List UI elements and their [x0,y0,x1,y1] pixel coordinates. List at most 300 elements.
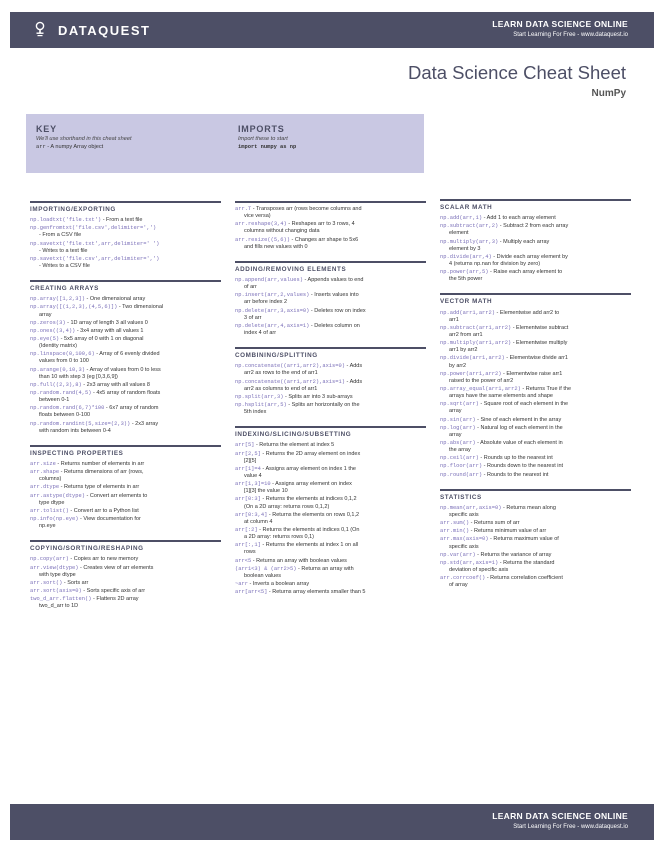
key-imports-box [26,114,424,173]
entry-text: - One dimensional array [85,296,146,303]
entry-text: - Splits arr horizontally on the [286,402,360,409]
page-title: Data Science Cheat Sheet [407,62,626,83]
section [235,261,426,337]
cheat-entry [30,484,221,491]
entry-continuation: between 0-1 [39,397,70,404]
entry-continuation: by arr2 [449,362,467,369]
entry-text: - Divide each array element by [491,253,568,260]
entry-continuation: values from 0 to 100 [39,358,89,365]
key-note: We'll use shorthand in this cheat sheet [36,136,132,142]
entry-text: - Elementwise subtract [511,324,569,331]
entry-text: - Returns array elements smaller than 5 [267,589,366,596]
entry-continuation: vice versa) [244,213,271,220]
entry-text: - Sorts arr [62,579,89,586]
section-heading: ADDING/REMOVING ELEMENTS [235,265,347,273]
cheat-entry [30,469,221,483]
cheat-entry [235,379,426,393]
imports-heading: IMPORTS [238,124,285,134]
cheat-entry [440,520,631,527]
entry-code: arr[5] [235,442,255,449]
entry-code: arr.size [30,461,56,468]
section [30,280,221,435]
entry-text: - Rounds down to the nearest int [482,463,564,470]
cheat-entry [440,223,631,237]
entry-text: - Creates view of arr elements [78,564,154,571]
entry-text: - Assigns array element on index 1 the [260,465,356,472]
entry-text: - Inserts values into [309,292,359,299]
entry-continuation: arr2 as columns to end of arr1 [244,385,318,392]
cheat-entry [440,355,631,369]
cheat-entry [440,552,631,559]
entry-continuation: boolean values [244,572,282,579]
entry-text: - Returns minimum value of arr [469,528,547,535]
entry-code: np.divide(arr1,arr2) [440,355,505,362]
cheat-entry [440,417,631,424]
entry-code: arr[0:3,4] [235,511,268,518]
entry-code: np.info(np.eye) [30,516,79,523]
entry-text: - Rounds to the nearest int [482,471,549,478]
entry-code: ~arr [235,581,248,587]
entry-text: - Square root of each element in the [478,401,569,408]
entry-code: arr[2,5] [235,450,261,457]
entry-continuation: at column 4 [244,518,273,525]
entry-text: - Returns the elements at index 1 on all [260,542,359,549]
entry-code: np.concatenate((arr1,arr2),axis=0) [235,363,345,370]
footer-tagline-sub: Start Learning For Free - www.dataquest.io [513,824,628,830]
entry-code: arr.dtype [30,484,60,491]
header-tagline[interactable] [492,19,628,38]
entry-text: - Reshapes arr to 3 rows, 4 [286,221,355,228]
entry-code: np.ceil(arr) [440,455,479,462]
cheat-entry [235,512,426,526]
entry-code: np.multiply(arr1,arr2) [440,340,512,347]
entry-continuation: raised to the power of arr2 [449,377,514,384]
cheat-entry [440,463,631,470]
brand-name: DATAQUEST [58,22,151,38]
column-3 [440,199,631,599]
section-heading: CREATING ARRAYS [30,285,99,293]
section-heading: COPYING/SORTING/RESHAPING [30,545,144,553]
entry-code: arr[arr<5] [235,589,268,596]
entry-code: arr.T [235,206,252,212]
entry-code: arr[:2] [235,527,258,534]
entry-continuation: of arr [244,284,257,291]
entry-text: - Returns the elements at indices 0,1,2 [260,496,357,503]
entry-code: np.array_equal(arr1,arr2) [440,386,521,393]
entry-code: arr[:,1] [235,542,261,549]
entry-code: arr.tolist() [30,507,69,514]
cheat-entry [30,367,221,381]
entry-code: np.ones((3,4)) [30,327,76,334]
section [30,445,221,530]
footer-bar [10,804,654,840]
entry-code: np.floor(arr) [440,463,483,470]
entry-continuation: a 2D array: returns rows 0,1) [244,534,314,541]
cheat-entry [30,556,221,563]
entry-continuation: arr2 as rows to the end of arr1 [244,370,318,377]
entry-text: - Returns an array with [296,565,354,572]
cheat-entry [440,505,631,519]
column-1 [30,201,221,620]
section-heading: SCALAR MATH [440,204,493,211]
entry-code: np.append(arr,values) [235,277,303,284]
entry-continuation: - Writes to a CSV file [39,263,90,270]
entry-code: np.loadtxt('file.txt') [30,217,102,224]
section-heading: INSPECTING PROPERTIES [30,449,124,457]
entry-code: np.log(arr) [440,424,476,431]
entry-text: - Returns type of elements in arr [59,484,140,491]
entry-continuation: (On a 2D array: returns rows 0,1,2) [244,503,330,510]
cheat-entry [235,308,426,322]
entry-continuation: np.eye [39,523,56,530]
entry-continuation: specific axis [449,543,479,550]
entry-text: - Convert arr to a Python list [68,507,139,514]
entry-code: np.hsplit(arr,5) [235,402,287,409]
cheat-entry [235,581,426,588]
cheat-entry [440,401,631,415]
cheat-entry [440,215,631,222]
entry-text: - 4x5 array of random floats [91,390,161,397]
header-bar [10,12,654,48]
entry-continuation: arr1 by arr2 [449,347,478,354]
entry-code: arr.min() [440,528,470,535]
entry-continuation: (Identity matrix) [39,343,77,350]
entry-text: - Returns the 2D array element on index [260,450,361,457]
entry-text: - Deletes column on [309,322,360,329]
section-heading: STATISTICS [440,493,482,501]
imports-line-code: import numpy as np [238,144,297,150]
key-line-code: arr [36,144,46,150]
entry-code: np.subtract(arr1,arr2) [440,324,512,331]
cheat-entry [235,206,426,220]
entry-code: np.add(arr,1) [440,215,483,222]
section [440,489,631,590]
entry-code: arr.resize((5,6)) [235,236,290,243]
entry-text: - 5x5 array of 0 with 1 on diagonal [59,336,144,343]
entry-code: arr[1,3]=10 [235,481,271,488]
cheat-entry [235,277,426,291]
entry-continuation: arr2 from arr1 [449,332,483,339]
key-section [36,124,132,150]
cheat-entry [440,239,631,253]
entry-text: - Returns True if the [520,386,572,393]
entry-code: np.arange(0,10,3) [30,366,85,373]
entry-text: - Returns the elements on rows 0,1,2 [267,511,360,518]
entry-code: np.zeros(3) [30,319,66,326]
entry-code: two_d_arr.flatten() [30,596,92,603]
footer-tagline[interactable] [492,811,628,830]
entry-continuation: 3 of arr [244,314,262,321]
entry-text: - Returns sum of arr [469,520,520,527]
cheat-entry [30,508,221,515]
cheat-entry [30,328,221,335]
entry-continuation: arr1 [449,316,459,323]
cheat-entry [235,442,426,449]
entry-code: np.random.randint(5,size=(2,3)) [30,420,131,427]
section-heading: IMPORTING/EXPORTING [30,206,116,213]
cheat-entry [235,221,426,235]
entry-text: - Returns correlation coefficient [485,575,563,582]
cheat-entry [235,527,426,541]
cheat-entry [440,325,631,339]
entry-code: np.mean(arr,axis=0) [440,504,502,511]
entry-continuation: than 10 with step 3 (eg [0,3,6,9]) [39,373,118,380]
entry-code: arr.sum() [440,520,470,527]
entry-code: arr.sort() [30,579,63,586]
cheat-entry [235,394,426,401]
entry-text: - 1D array of length 3 all values 0 [65,319,148,326]
entry-text: - Raise each array element to [488,269,563,276]
cheat-entry [440,371,631,385]
cheat-entry [30,516,221,530]
entry-code: np.add(arr1,arr2) [440,309,495,316]
entry-text: - 2x3 array with all values 8 [81,381,150,388]
entry-text: - Copies arr to new memory [68,556,139,563]
entry-code: np.array([(1,2,3),(4,5,6)]) [30,304,118,311]
entry-code: np.random.rand(6,7)*100 [30,405,105,412]
section [235,347,426,416]
cheat-entry [235,566,426,580]
cheat-entry [440,440,631,454]
entry-code: np.var(arr) [440,551,476,558]
footer-tagline-title: LEARN DATA SCIENCE ONLINE [492,811,628,821]
entry-code: (arr1<3) & (arr2>5) [235,565,297,572]
cheat-entry [30,217,221,224]
imports-line [238,144,296,150]
key-line-text: - A numpy Array object [45,144,104,150]
section [440,199,631,283]
entry-code: np.savetxt('file.csv',arr,delimiter=',') [30,255,160,262]
entry-code: np.copy(arr) [30,556,69,563]
entry-continuation: element by 3 [449,245,481,252]
cheat-entry [235,589,426,596]
cheat-entry [235,466,426,480]
entry-continuation: - From a CSV file [39,232,82,239]
entry-text: - 6x7 array of random [104,405,159,412]
entry-code: np.power(arr,5) [440,269,489,276]
cheat-entry [440,310,631,324]
entry-text: - Returns mean along [501,504,556,511]
entry-text: - Flattens 2D array [91,596,139,603]
entry-continuation: the array [449,447,471,454]
cheat-entry [30,580,221,587]
entry-code: np.abs(arr) [440,440,476,446]
section [30,201,221,270]
cheat-entry [30,382,221,389]
entry-continuation: arrays have the same elements and shape [449,393,553,400]
entry-code: np.insert(arr,2,values) [235,292,310,299]
entry-continuation: columns without changing data [244,228,320,235]
entry-continuation: specific axis [449,512,479,519]
entry-text: - Elementwise raise arr1 [501,370,563,377]
key-line [36,144,132,150]
logo[interactable] [34,21,150,39]
entry-text: - Adds [345,363,363,370]
entry-continuation: - Writes to a text file [39,247,88,254]
entry-code: np.delete(arr,3,axis=0) [235,307,310,314]
cheat-entry [30,596,221,610]
section [30,540,221,610]
section [235,426,426,596]
cheat-entry [30,320,221,327]
page-subtitle: NumPy [591,88,626,99]
cheat-entry [440,528,631,535]
entry-text: - Sorts specific axis of arr [81,588,146,595]
entry-continuation: 5th index [244,409,267,416]
cheat-entry [235,363,426,377]
entry-code: np.std(arr,axis=1) [440,559,499,566]
entry-continuation: columns) [39,476,62,483]
entry-continuation: index 4 of arr [244,330,277,336]
cheat-entry [440,536,631,550]
entry-text: - Elementwise divide arr1 [504,355,568,362]
cheat-entry [30,296,221,303]
entry-code: np.concatenate((arr1,arr2),axis=1) [235,378,345,385]
cheat-entry [440,560,631,574]
entry-continuation: 4 (returns np.nan for division by zero) [449,261,541,268]
key-heading: KEY [36,124,57,134]
entry-text: - Absolute value of each element in [475,440,563,446]
entry-code: arr.reshape(3,4) [235,221,287,228]
entry-continuation: the 5th power [449,276,483,283]
entry-continuation: array [449,408,462,415]
entry-code: np.round(arr) [440,471,483,478]
entry-continuation: type dtype [39,499,65,506]
entry-text: - Subtract 2 from each array [498,223,569,230]
cheat-entry [235,481,426,495]
cheat-entry [235,496,426,510]
entry-code: np.delete(arr,4,axis=1) [235,322,310,329]
cheat-entry [235,451,426,465]
entry-code: arr[1]=4 [235,465,261,472]
entry-code: arr[0:3] [235,496,261,503]
imports-section [238,124,296,150]
section-heading: VECTOR MATH [440,298,493,306]
cheat-entry [30,241,221,255]
cheat-entry [440,472,631,479]
section-heading: COMBINING/SPLITTING [235,352,318,360]
cheat-entry [30,461,221,468]
cheat-entry [30,256,221,270]
cheat-entry [440,254,631,268]
cheat-entry [30,421,221,435]
entry-code: np.full((2,3),8) [30,381,82,388]
section [235,201,426,251]
cheat-entry [30,565,221,579]
entry-text: - Returns an array with boolean values [251,557,347,564]
entry-text: - Returns the standard [498,559,555,566]
entry-code: arr.max(axis=0) [440,536,489,543]
entry-text: - Splits arr into 3 sub-arrays [283,393,353,400]
header-tagline-sub: Start Learning For Free - www.dataquest.io [513,32,628,38]
entry-text: - Returns dimensions of arr (rows, [59,469,144,476]
entry-code: arr.sort(axis=0) [30,588,82,595]
entry-text: - Deletes row on index [309,307,366,314]
entry-code: np.multiply(arr,3) [440,238,499,245]
cheat-entry [235,292,426,306]
cheat-entry [440,269,631,283]
cheat-entry [30,405,221,419]
entry-code: np.savetxt('file.txt',arr,delimiter=' ') [30,240,160,247]
entry-continuation: and fills new values with 0 [244,243,308,250]
entry-code: np.eye(5) [30,336,60,343]
entry-text: - Natural log of each element in the [475,424,563,431]
cheat-entry [30,588,221,595]
entry-text: - Adds [345,378,363,385]
entry-text: - Multiply each array [498,238,550,245]
entry-continuation: with type dtype [39,571,76,578]
entry-text: - Returns the variance of array [475,551,552,558]
entry-code: np.genfromtxt('file.csv',delimiter=',') [30,225,157,232]
entry-text: - Elementwise add arr2 to [495,309,560,316]
cheat-entry [30,336,221,350]
entry-continuation: floats between 0-100 [39,412,91,419]
entry-text: - From a text file [101,217,143,224]
entry-continuation: [1][3] the value 10 [244,488,288,495]
cheat-entry [235,323,426,337]
entry-continuation: with random ints between 0-4 [39,427,111,434]
entry-continuation: deviation of specific axis [449,567,509,573]
entry-code: arr<5 [235,557,252,564]
cheat-entry [30,390,221,404]
cheat-entry [440,340,631,354]
cheat-entry [30,351,221,365]
section-heading: INDEXING/SLICING/SUBSETTING [235,431,352,439]
entry-continuation: [2][5] [244,457,257,464]
dataquest-logo-icon [34,21,46,39]
entry-text: - Elementwise multiply [511,340,568,347]
entry-code: arr.astype(dtype) [30,492,85,499]
column-2 [235,201,426,606]
entry-continuation: array [449,431,462,438]
entry-text: - Transposes arr (rows become columns and [251,206,362,212]
entry-text: - Changes arr shape to 5x6 [290,236,359,243]
entry-continuation: element [449,230,469,237]
cheat-entry [30,225,221,239]
cheat-entry [440,425,631,439]
entry-text: - Returns the elements at indices 0,1 (On [257,527,360,534]
entry-text: - Appends values to end [302,277,364,284]
entry-text: - 3x4 array with all values 1 [75,327,144,334]
entry-code: np.sqrt(arr) [440,401,479,408]
entry-continuation: value 4 [244,473,262,480]
cheat-entry [30,304,221,318]
section [440,293,631,478]
entry-text: - Inverts a boolean array [247,581,310,587]
entry-text: - Array of values from 0 to less [85,366,161,373]
cheat-entry [440,455,631,462]
entry-text: - 2x3 array [130,420,159,427]
cheat-entry [440,575,631,589]
entry-code: np.split(arr,3) [235,393,284,400]
entry-code: np.subtract(arr,2) [440,223,499,230]
cheat-entry [440,386,631,400]
cheat-entry [235,558,426,565]
cheat-entry [235,402,426,416]
entry-code: arr.corrcoef() [440,575,486,582]
entry-code: np.linspace(0,100,6) [30,351,95,358]
entry-text: - Assigns array element on index [270,481,352,488]
entry-code: np.random.rand(4,5) [30,390,92,397]
cheat-entry [30,493,221,507]
entry-text: - Returns maximum value of [488,536,559,543]
entry-code: arr.shape [30,469,60,476]
entry-text: - Convert arr elements to [85,492,148,499]
cheat-entry [235,542,426,556]
entry-text: - Array of 6 evenly divided [94,351,160,358]
entry-text: - Rounds up to the nearest int [478,455,553,462]
header-tagline-title: LEARN DATA SCIENCE ONLINE [492,19,628,29]
